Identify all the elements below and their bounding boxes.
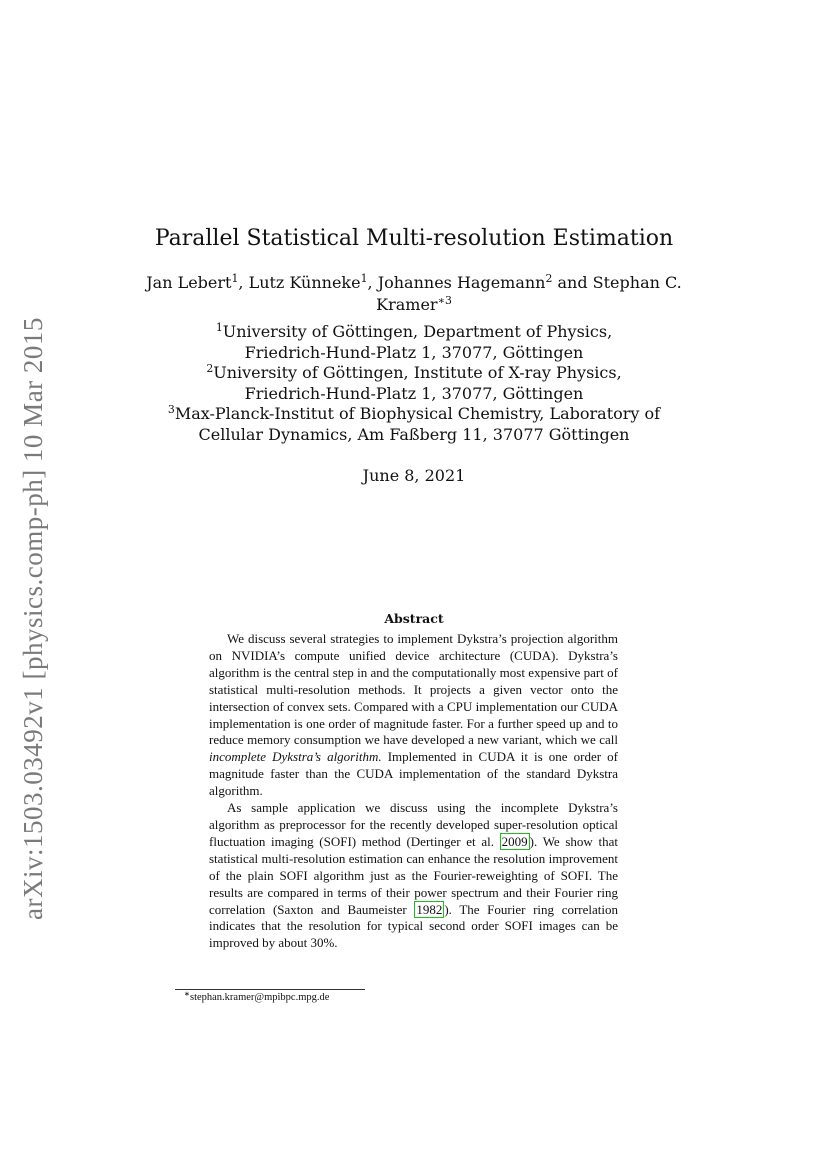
footnote-mark: ∗ bbox=[184, 990, 190, 999]
author-name-end: Kramer bbox=[376, 295, 438, 314]
abstract-body bbox=[209, 631, 618, 952]
affiliation-text: University of Göttingen, Department of Physics, bbox=[222, 322, 613, 341]
affiliation-text: Max-Planck-Institut of Biophysical Chemistry, Laboratory of bbox=[174, 404, 661, 424]
citation-link[interactable]: 2009 bbox=[501, 833, 528, 849]
abstract-text: As sample application we discuss using the incomplete Dykstra’s algorithm as preprocessor for the recently developed super-resolution optical fluctuation imaging (SOFI) method (Dertinger et al. bbox=[209, 800, 618, 849]
abstract-heading: Abstract bbox=[384, 611, 444, 626]
affiliation-mark: 2 bbox=[545, 272, 553, 286]
footnote-divider bbox=[175, 989, 365, 990]
affiliation-line: Friedrich-Hund-Platz 1, 37077, Göttingen bbox=[244, 383, 584, 403]
abstract-paragraph-2 bbox=[209, 800, 618, 952]
author-separator: , bbox=[367, 273, 378, 292]
author-name-start: and Stephan C. bbox=[552, 273, 682, 292]
author-name: Johannes Hagemann bbox=[377, 273, 546, 292]
paper-title: Parallel Statistical Multi-resolution Estimation bbox=[154, 226, 674, 251]
contact-email: stephan.kramer@mpibpc.mpg.de bbox=[189, 992, 330, 1003]
affiliation-line: Friedrich-Hund-Platz 1, 37077, Göttingen bbox=[244, 342, 584, 362]
citation-link[interactable]: 1982 bbox=[416, 901, 443, 917]
emphasized-term: incomplete Dykstra’s algorithm. bbox=[209, 749, 382, 765]
affiliation-number: 3 bbox=[167, 403, 175, 417]
abstract-text: We discuss several strategies to implement Dykstra’s projection algorithm on NVIDIA’s compute unified device architecture (CUDA). Dykstra’s algorithm is the central step in and the computationally most expensive part of statistical multi-resolution methods. It projects a given vector onto the intersection of convex sets. Compared with a CPU implementation our CUDA implementation is one order of magnitude faster. For a further speed up and to reduce memory consumption we have developed a new variant, which we call bbox=[209, 631, 618, 748]
abstract-paragraph-1 bbox=[209, 631, 618, 800]
affiliation-text: University of Göttingen, Institute of X-ray Physics, bbox=[213, 363, 622, 383]
affiliation-mark: 1 bbox=[231, 272, 239, 286]
author-name: Lutz Künneke bbox=[248, 273, 361, 292]
affiliation-line bbox=[0, 404, 828, 425]
abstract-text: ). The Fourier ring correlation indicates that the resolution for typical second order SOFI images can be improved by about 30%. bbox=[209, 901, 618, 951]
author-line-1 bbox=[0, 272, 828, 294]
paper-date: June 8, 2021 bbox=[362, 466, 466, 485]
affiliation-number: 2 bbox=[206, 362, 214, 376]
affiliation-line: Cellular Dynamics, Am Faßberg 11, 37077 Göttingen bbox=[198, 424, 630, 444]
author-line-2 bbox=[0, 294, 828, 316]
affiliation-block bbox=[0, 322, 828, 446]
affiliation-line bbox=[0, 322, 828, 343]
abstract-text: ). We show that statistical multi-resolution estimation can enhance the resolution improvement of the plain SOFI algorithm just as the Fourier-reweighting of SOFI. The results are compared in terms of their power spectrum and their Fourier ring correlation (Saxton and Baumeister bbox=[209, 833, 618, 917]
author-separator: , bbox=[238, 273, 249, 292]
arxiv-identifier-stamp: arXiv:1503.03492v1 [physics.comp-ph] 10 Mar 2015 bbox=[18, 317, 48, 920]
affiliation-mark: 1 bbox=[360, 272, 368, 286]
author-list bbox=[0, 272, 828, 316]
affiliation-line bbox=[0, 363, 828, 384]
affiliation-number: 1 bbox=[215, 321, 223, 335]
abstract-text: Implemented in CUDA it is one order of magnitude faster than the CUDA implementation of the standard Dykstra algorithm. bbox=[209, 749, 618, 799]
author-name: Jan Lebert bbox=[146, 273, 232, 292]
footnote bbox=[184, 992, 329, 1003]
affiliation-mark: ∗3 bbox=[437, 294, 452, 308]
